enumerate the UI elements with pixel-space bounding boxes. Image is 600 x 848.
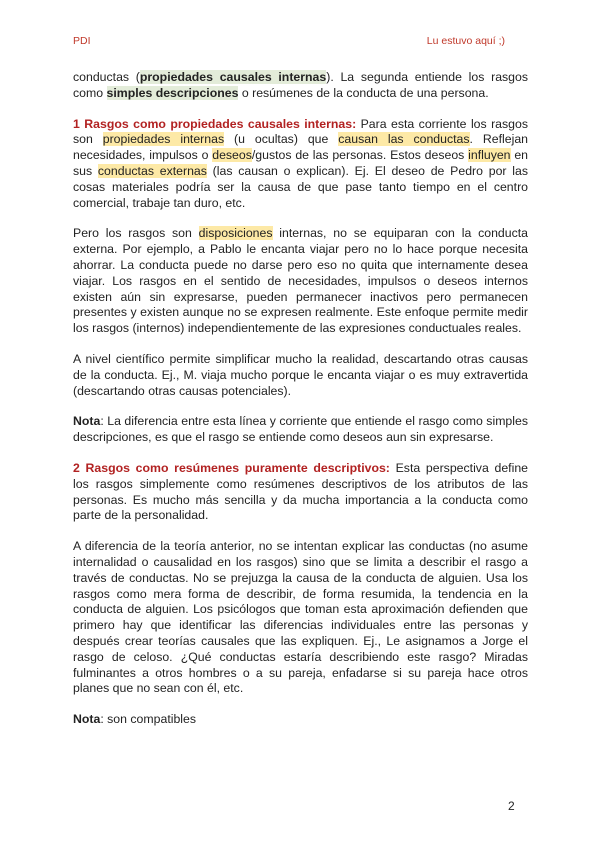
section-heading-1: 1 Rasgos como propiedades causales internas: (73, 116, 357, 131)
nota-label: Nota (73, 414, 101, 429)
highlight-conductas-externas: conductas externas (97, 163, 207, 178)
highlight-propiedades-internas: propiedades internas (102, 132, 225, 147)
highlight-influyen: influyen (468, 148, 511, 163)
highlight-simples-descripciones: simples descripciones (106, 85, 239, 100)
paragraph-rasgos-propiedades: 1 Rasgos como propiedades causales internas: Para esta corriente los rasgos son propiedades internas (u ocultas) que causan las conductas. Reflejan necesidades, impulsos o deseos/gustos de las personas. Estos deseos influyen en sus conductas externas (las causan o explican). Ej. El deseo de Pedro por las cosas materiales podría ser la causa de que pase tanto tiempo en el centro comercial, trabaje tan duro, etc. (73, 116, 529, 210)
highlight-disposiciones: disposiciones (198, 226, 273, 241)
paragraph-nota-1: Nota: La diferencia entre esta línea y corriente que entiende el rasgo como simples descripciones, es que el rasgo se entiende como deseos aun sin expresarse. (73, 414, 528, 445)
document-body (73, 70, 528, 743)
paragraph-intro-continuation: conductas (propiedades causales internas). La segunda entiende los rasgos como simples descripciones o resúmenes de la conducta de una persona. (73, 70, 529, 100)
paragraph-nota-2: Nota: son compatibles (73, 712, 197, 727)
paragraph-rasgos-resumenes: 2 Rasgos como resúmenes puramente descriptivos: Esta perspectiva define los rasgos simplemente como resúmenes descriptivos de los atributos de las personas. Es mucho más sencilla y da mucha importancia a la conducta como parte de la personalidad. (73, 460, 528, 523)
paragraph-nivel-cientifico: A nivel científico permite simplificar mucho la realidad, descartando otras causas de la conducta. Ej., M. viaja mucho porque le encanta viajar o es muy extravertida (descartando otras causas potenciales). (73, 351, 528, 398)
highlight-causan-conductas: causan las conductas (338, 132, 470, 147)
header-right: Lu estuvo aquí ;) (426, 35, 505, 47)
highlight-deseos: deseos (212, 148, 252, 163)
nota-label: Nota (73, 712, 101, 727)
page-number: 2 (508, 799, 515, 813)
paragraph-diferencia-teoria: A diferencia de la teoría anterior, no se intentan explicar las conductas (no asume internalidad o causalidad en los rasgos) sino que se limita a describir el rasgo a través de conductas. No se prejuzga la causa de la conducta de alguien. Usa los rasgos como mera forma de describir, de forma resumida, la tendencia en la conducta de alguien. Los psicólogos que toman esta aproximación defienden que primero hay que identificar las diferencias individuales entre las personas y después crear teorías causales que las expliquen. Ej., Le asignamos a Jorge el rasgo de celoso. ¿Qué conductas estaría describiendo este rasgo? Miradas fulminantes a otros hombres o a su pareja, enfadarse si su pareja hace otros planes que no sean con él, etc. (73, 539, 528, 696)
header-left: PDI (73, 35, 91, 47)
paragraph-disposiciones: Pero los rasgos son disposiciones internas, no se equiparan con la conducta externa. Por ejemplo, a Pablo le encanta viajar pero no lo hace porque necesita ahorrar. La conducta puede no darse pero eso no quita que internamente desea viajar. Los rasgos en el sentido de necesidades, impulsos o deseos internos existen aún sin expresarse, pueden permanecer inactivos pero permanecen presentes y existen aunque no se expresen realmente. Este enfoque permite medir los rasgos (internos) independientemente de las expresiones conductuales reales. (73, 226, 528, 336)
section-heading-2: 2 Rasgos como resúmenes puramente descriptivos: (73, 460, 390, 475)
highlight-propiedades-causales: propiedades causales internas (139, 70, 327, 84)
